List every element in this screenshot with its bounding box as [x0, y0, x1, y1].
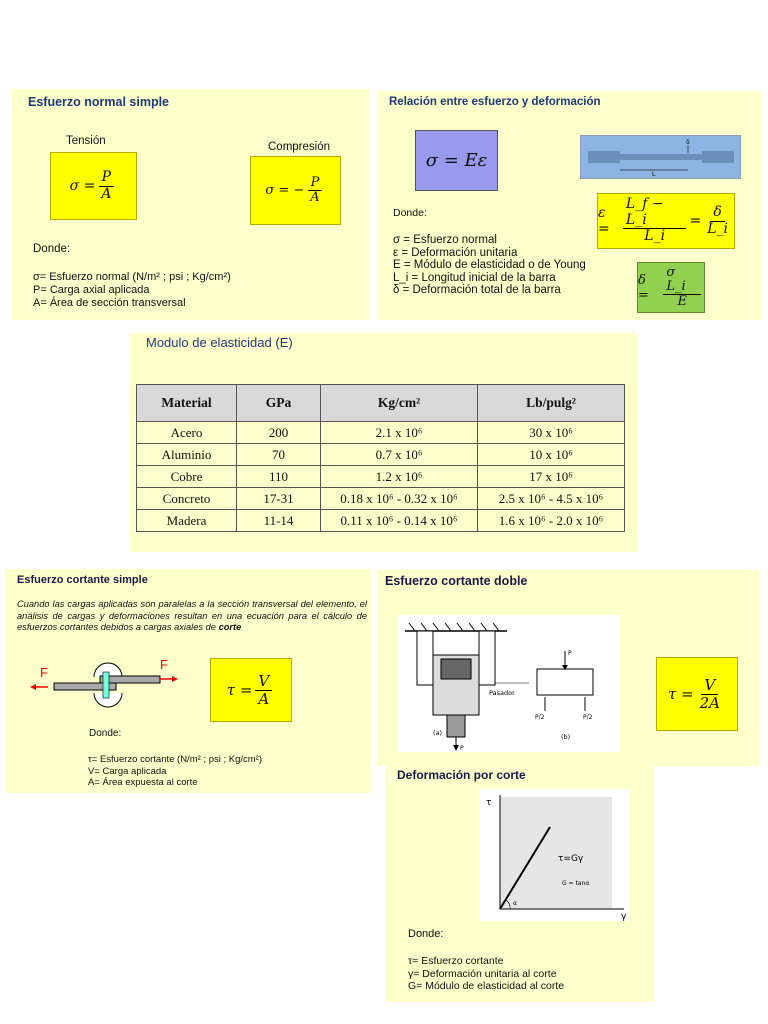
formula-lhs: τ = — [667, 685, 694, 703]
formula-numerator: σ L_i — [663, 266, 701, 296]
formula-denominator: A — [258, 689, 270, 708]
table-cell: 2.5 x 10⁶ - 4.5 x 10⁶ — [478, 488, 625, 510]
table-cell: Cobre — [137, 466, 237, 488]
definition: γ= Deformación unitaria al corte — [408, 967, 557, 980]
angle-label: α — [513, 900, 517, 907]
definition: ε = Deformación unitaria — [393, 246, 518, 259]
half-load-label: P/2 — [583, 714, 593, 721]
panel-title: Deformación por corte — [397, 768, 526, 782]
formula-numerator: P — [308, 176, 323, 191]
panel-shear-strain — [386, 766, 654, 1002]
panel-normal-stress — [12, 89, 369, 320]
column-header: GPa — [237, 385, 321, 422]
table-cell: 11-14 — [237, 510, 321, 532]
shear-strain-graph — [480, 789, 630, 921]
definition: V= Carga aplicada — [88, 765, 167, 777]
formula-lhs: τ = — [226, 681, 253, 699]
compression-label: Compresión — [268, 141, 330, 153]
simple-shear-formula — [210, 658, 292, 722]
definition: P= Carga axial aplicada — [33, 284, 150, 296]
formula-denominator: L_i — [644, 228, 666, 245]
fig-b-label: (b) — [561, 733, 571, 741]
intro-bold: corte — [218, 622, 242, 632]
table-cell: 30 x 10⁶ — [478, 422, 625, 444]
table-cell: 17 x 10⁶ — [478, 466, 625, 488]
force-label-left: F — [40, 665, 48, 680]
y-axis-label: τ — [486, 798, 492, 808]
donde-label: Donde: — [408, 928, 444, 940]
table-row — [137, 444, 625, 466]
definitions — [88, 754, 262, 789]
formula-lhs: ε = — [598, 205, 610, 237]
formula-numerator: P — [99, 170, 114, 186]
panel-title: Esfuerzo cortante doble — [385, 574, 528, 588]
donde-label: Donde: — [393, 207, 427, 219]
column-header: Lb/pulg² — [478, 385, 625, 422]
tension-formula — [50, 152, 137, 220]
column-header: Material — [137, 385, 237, 422]
single-shear-diagram — [28, 657, 178, 713]
table-cell: Madera — [137, 510, 237, 532]
definitions — [393, 234, 586, 297]
formula-lhs: σ = — [69, 178, 96, 194]
panel-modulus — [129, 333, 637, 552]
modulus-table — [136, 384, 625, 532]
hooke-formula: σ = Eε — [415, 130, 498, 191]
bar-delta-label: δ — [686, 139, 690, 146]
definition: τ= Esfuerzo cortante (N/m² ; psi ; Kg/cm²) — [88, 754, 263, 765]
table-cell: 0.7 x 10⁶ — [321, 444, 478, 466]
double-shear-formula — [656, 657, 738, 731]
panel-title: Esfuerzo normal simple — [28, 95, 170, 109]
definition: δ = Deformación total de la barra — [393, 284, 561, 296]
load-label: P — [460, 745, 464, 752]
definition: E = Módulo de elasticidad o de Young — [393, 259, 586, 271]
table-row — [137, 466, 625, 488]
panel-title: Relación entre esfuerzo y deformación — [389, 96, 601, 108]
table-cell: Acero — [137, 422, 237, 444]
column-header: Kg/cm² — [321, 385, 478, 422]
force-label-right: F — [160, 657, 168, 672]
panel-double-shear — [377, 570, 759, 766]
intro-body: Cuando las cargas aplicadas son paralelas a la sección transversal del elemento, el análisis de cargas y deformaciones resultan en una ecuación para el cálculo de esfuerzos cortantes debidos a cargas axiales de — [17, 599, 367, 632]
panel-simple-shear — [6, 569, 371, 793]
table-cell: 0.18 x 10⁶ - 0.32 x 10⁶ — [321, 488, 478, 510]
definition: τ= Esfuerzo cortante — [408, 955, 504, 967]
donde-label: Donde: — [89, 728, 122, 739]
formula-equals: = — [689, 213, 702, 229]
fig-a-label: (a) — [433, 729, 443, 737]
donde-label: Donde: — [33, 243, 71, 255]
formula-denominator: L_i — [707, 220, 728, 237]
formula-denominator: A — [310, 190, 320, 205]
table-cell: 200 — [237, 422, 321, 444]
definition: A= Área de sección transversal — [33, 297, 186, 309]
table-cell: 1.6 x 10⁶ - 2.0 x 10⁶ — [478, 510, 625, 532]
definitions — [33, 271, 231, 310]
panel-title: Modulo de elasticidad (E) — [146, 335, 293, 350]
formula-numerator: V — [701, 677, 718, 695]
tension-label: Tensión — [66, 135, 106, 147]
panel-stress-strain — [377, 91, 761, 320]
formula-lhs: σ = − — [265, 183, 305, 198]
bar-length-label: L — [652, 171, 656, 178]
table-row — [137, 488, 625, 510]
formula-lhs: δ = — [638, 272, 649, 303]
panel-title: Esfuerzo cortante simple — [17, 574, 148, 586]
definition: σ= Esfuerzo normal (N/m² ; psi ; Kg/cm²) — [33, 271, 231, 283]
definition: A= Área expuesta al corte — [88, 777, 198, 788]
table-cell: 70 — [237, 444, 321, 466]
load-label: P — [568, 650, 572, 657]
table-cell: 17-31 — [237, 488, 321, 510]
table-row — [137, 422, 625, 444]
table-cell: 0.11 x 10⁶ - 0.14 x 10⁶ — [321, 510, 478, 532]
table-row — [137, 510, 625, 532]
line-label: τ=Gγ — [558, 854, 584, 864]
table-cell: 110 — [237, 466, 321, 488]
x-axis-label: γ — [621, 912, 627, 921]
intro-text — [17, 599, 367, 634]
table-cell: Concreto — [137, 488, 237, 510]
compression-formula — [250, 156, 341, 225]
formula-numerator: δ — [710, 205, 724, 221]
definition: σ = Esfuerzo normal — [393, 234, 497, 246]
half-load-label: P/2 — [535, 714, 545, 721]
definition: G= Módulo de elasticidad al corte — [408, 980, 565, 992]
definitions — [408, 955, 564, 993]
pin-label: Pasador — [489, 689, 515, 697]
delta-formula — [637, 262, 705, 313]
formula-numerator: L_f − L_i — [623, 197, 687, 229]
double-shear-figure — [397, 615, 620, 752]
table-cell: 1.2 x 10⁶ — [321, 466, 478, 488]
formula-denominator: 2A — [699, 693, 721, 712]
definition: L_i = Longitud inicial de la barra — [393, 271, 556, 284]
formula-denominator: A — [101, 185, 112, 202]
bar-diagram — [580, 135, 741, 179]
formula-numerator: V — [255, 673, 272, 691]
strain-formula — [597, 193, 735, 249]
table-cell: 10 x 10⁶ — [478, 444, 625, 466]
table-cell: Aluminio — [137, 444, 237, 466]
table-cell: 2.1 x 10⁶ — [321, 422, 478, 444]
formula-denominator: E — [677, 294, 687, 310]
table-header-row — [137, 385, 625, 422]
slope-label: G = tanα — [562, 880, 590, 887]
